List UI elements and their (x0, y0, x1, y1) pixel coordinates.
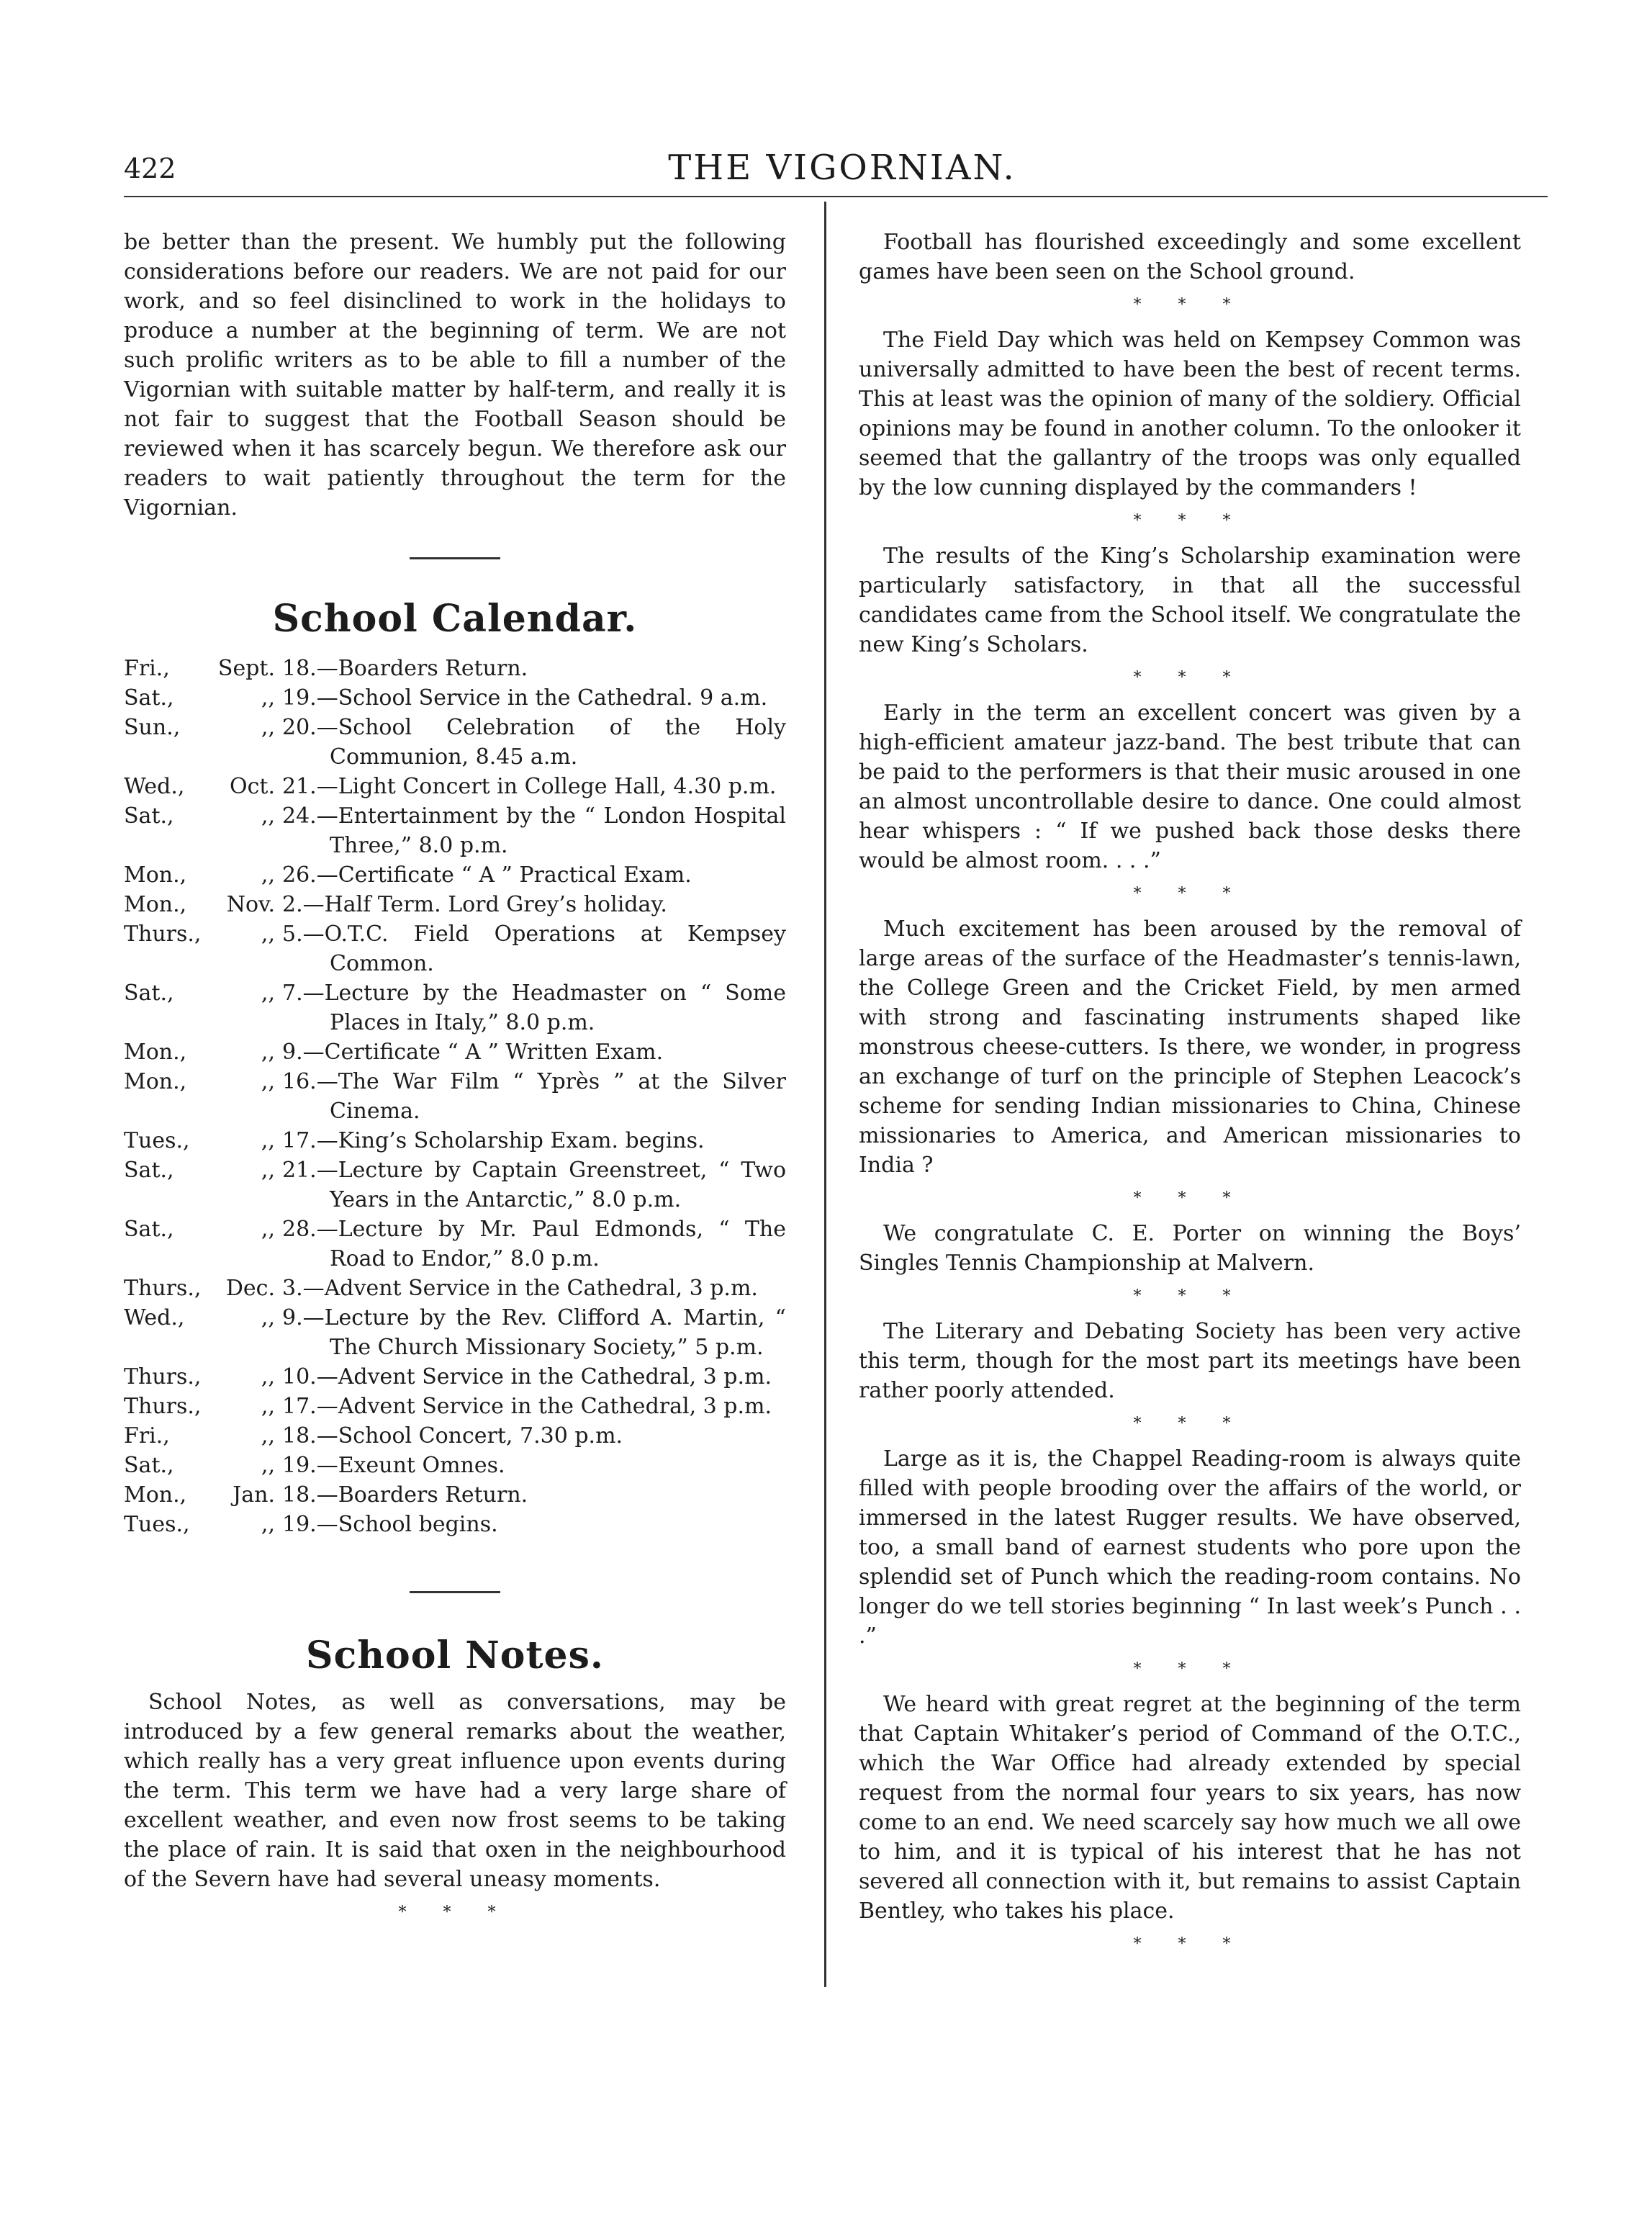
calendar-event: 19.—School begins. (282, 1512, 498, 1537)
separator-stars: * * * (1133, 296, 1247, 314)
calendar-month: ,, (261, 1040, 275, 1065)
calendar-month: Dec. (225, 1276, 275, 1301)
calendar-month: ,, (261, 1158, 275, 1183)
calendar-row (124, 919, 786, 978)
calendar-day: Mon., (124, 1482, 187, 1508)
calendar-day: Sat., (124, 981, 174, 1006)
calendar-day: Wed., (124, 774, 185, 799)
left-column (124, 227, 786, 1933)
calendar-day: Mon., (124, 1069, 187, 1094)
calendar-day: Fri., (124, 656, 170, 681)
note-paragraph: Early in the term an excellent concert was given by a high-efficient amateur jazz-band. The best tribute that can be paid to the performers is that their music aroused in one an almost uncontrollable desire to dance. One could almost hear whispers : “ If we pushed back those desks there would be almost room. . . .” (859, 700, 1521, 873)
calendar-day: Sat., (124, 1158, 174, 1183)
note-paragraph: The results of the King’s Scholarship examination were particularly satisfactory, in that all the successful candidates came from the School itself. We congratulate the new King’s Scholars. (859, 544, 1521, 657)
calendar-row (124, 860, 786, 890)
calendar-month: ,, (261, 1512, 275, 1537)
calendar-day: Thurs., (124, 1276, 202, 1301)
calendar-month: Nov. (226, 892, 275, 917)
calendar-day: Mon., (124, 1040, 187, 1065)
separator-stars: * * * (1133, 512, 1247, 530)
note-paragraph: We heard with great regret at the beginning of the term that Captain Whitaker’s period of Command of the O.T.C., which the War Office had already extended by special request from the normal four years to six years, has now come to an end. We need scarcely say how much we all owe to him, and it is typical of his interest that he has not severed all connection with it, but remains to assist Captain Bentley, who takes his place. (859, 1692, 1521, 1924)
intro-paragraph: be better than the present. We humbly put the following considerations before our readers. We are not paid for our work, and so feel disinclined to work in the holidays to produce a number at the beginning of term. We are not such prolific writers as to be able to fill a number of the Vigornian with suitable matter by half-term, and really it is not fair to suggest that the Football Season should be reviewed when it has scarcely begun. We therefore ask our readers to wait patiently throughout the term for the Vigornian. (124, 230, 786, 521)
calendar-row (124, 1037, 786, 1067)
calendar-heading: School Calendar. (272, 597, 638, 641)
calendar-row (124, 1421, 786, 1451)
calendar-month: ,, (261, 803, 275, 829)
calendar-month: Sept. (217, 656, 275, 681)
separator-stars: * * * (1133, 1189, 1247, 1207)
calendar-day: Sat., (124, 685, 174, 711)
calendar-event: 16.—The War Film “ Yprès ” at the Silver Cinema. (282, 1069, 786, 1124)
separator-stars: * * * (1133, 1935, 1247, 1953)
calendar-event: 9.—Certificate “ A ” Written Exam. (282, 1040, 664, 1065)
calendar-month: ,, (261, 1305, 275, 1330)
calendar-event: 5.—O.T.C. Field Operations at Kempsey Common. (282, 922, 786, 976)
calendar-month: ,, (261, 922, 275, 947)
separator-stars: * * * (1133, 1415, 1247, 1433)
calendar-row (124, 1451, 786, 1480)
calendar-row (124, 683, 786, 713)
calendar-row (124, 772, 786, 801)
calendar-row (124, 1392, 786, 1421)
separator-stars: * * * (1133, 885, 1247, 903)
calendar-row (124, 1480, 786, 1510)
calendar-row (124, 1510, 786, 1539)
separator-stars: * * * (1133, 1660, 1247, 1678)
calendar-day: Sat., (124, 803, 174, 829)
calendar-row (124, 978, 786, 1037)
calendar-event: 2.—Half Term. Lord Grey’s holiday. (282, 892, 667, 917)
calendar-row (124, 801, 786, 860)
calendar-day: Thurs., (124, 1394, 202, 1419)
calendar-event: 21.—Light Concert in College Hall, 4.30 p.m. (282, 774, 777, 799)
calendar-event: 17.—Advent Service in the Cathedral, 3 p.m. (282, 1394, 772, 1419)
calendar-month: ,, (261, 1394, 275, 1419)
calendar-month: Jan. (233, 1482, 275, 1508)
calendar-month: ,, (261, 685, 275, 711)
note-paragraph: Football has flourished exceedingly and some excellent games have been seen on the School ground. (859, 230, 1521, 284)
calendar-row (124, 654, 786, 683)
calendar-event: 26.—Certificate “ A ” Practical Exam. (282, 862, 692, 888)
calendar-day: Fri., (124, 1423, 170, 1449)
running-title: THE VIGORNIAN. (668, 148, 1016, 188)
calendar-day: Wed., (124, 1305, 185, 1330)
calendar-day: Mon., (124, 862, 187, 888)
calendar-month: Oct. (230, 774, 275, 799)
notes-heading: School Notes. (306, 1634, 604, 1677)
calendar-month: ,, (261, 1453, 275, 1478)
calendar-month: ,, (261, 1069, 275, 1094)
calendar-event: 18.—Boarders Return. (282, 1482, 528, 1508)
calendar-event: 9.—Lecture by the Rev. Clifford A. Martin, “ The Church Missionary Society,” 5 p.m. (282, 1305, 786, 1360)
calendar-day: Thurs., (124, 922, 202, 947)
calendar-day: Sat., (124, 1453, 174, 1478)
calendar-month: ,, (261, 1423, 275, 1449)
calendar-row (124, 1215, 786, 1274)
calendar-row (124, 1067, 786, 1126)
calendar-month: ,, (261, 1217, 275, 1242)
note-paragraph: The Literary and Debating Society has been very active this term, though for the most part its meetings have been rather poorly attended. (859, 1319, 1521, 1403)
calendar-day: Sun., (124, 715, 181, 740)
calendar-event: 7.—Lecture by the Headmaster on “ Some Places in Italy,” 8.0 p.m. (282, 981, 786, 1035)
calendar-month: ,, (261, 715, 275, 740)
calendar-row (124, 890, 786, 919)
calendar-event: 24.—Entertainment by the “ London Hospital Three,” 8.0 p.m. (282, 803, 786, 858)
calendar-day: Tues., (124, 1128, 190, 1153)
calendar-day: Sat., (124, 1217, 174, 1242)
calendar-row (124, 713, 786, 772)
calendar-event: 17.—King’s Scholarship Exam. begins. (282, 1128, 705, 1153)
note-paragraph: Large as it is, the Chappel Reading-room is always quite filled with people brooding over the affairs of the world, or immersed in the latest Rugger results. We have observed, too, a small band of earnest students who pore upon the splendid set of Punch which the reading-room contains. No longer do we tell stories beginning “ In last week’s Punch . . .” (859, 1446, 1521, 1649)
column-divider (824, 202, 826, 1987)
calendar-month: ,, (261, 1128, 275, 1153)
calendar-row (124, 1274, 786, 1303)
calendar-event: 10.—Advent Service in the Cathedral, 3 p.m. (282, 1364, 772, 1389)
calendar-event: 28.—Lecture by Mr. Paul Edmonds, “ The Road to Endor,” 8.0 p.m. (282, 1217, 786, 1271)
calendar-event: 18.—School Concert, 7.30 p.m. (282, 1423, 623, 1449)
calendar-event: 21.—Lecture by Captain Greenstreet, “ Two Years in the Antarctic,” 8.0 p.m. (282, 1158, 786, 1212)
calendar-event: 18.—Boarders Return. (282, 656, 528, 681)
separator-stars: * * * (398, 1904, 512, 1922)
calendar-event: 19.—Exeunt Omnes. (282, 1453, 505, 1478)
notes-intro-paragraph: School Notes, as well as conversations, may be introduced by a few general remarks about the weather, which really has a very great influence upon events during the term. This term we have had a very large share of excellent weather, and even now frost seems to be taking the place of rain. It is said that oxen in the neighbourhood of the Severn have had several uneasy moments. (124, 1690, 786, 1892)
note-paragraph: The Field Day which was held on Kempsey Common was universally admitted to have been the best of recent terms. This at least was the opinion of many of the soldiery. Official opinions may be found in another column. To the onlooker it seemed that the gallantry of the troops was only equalled by the low cunning displayed by the commanders ! (859, 328, 1521, 500)
right-column (859, 227, 1521, 1965)
note-paragraph: We congratulate C. E. Porter on winning the Boys’ Singles Tennis Championship at Malvern. (859, 1221, 1521, 1276)
note-paragraph: Much excitement has been aroused by the removal of large areas of the surface of the Headmaster’s tennis-lawn, the College Green and the Cricket Field, by men armed with strong and fascinating instruments shaped like monstrous cheese-cutters. Is there, we wonder, in progress an exchange of turf on the principle of Stephen Leacock’s scheme for sending Indian missionaries to China, Chinese missionaries to America, and American missionaries to India ? (859, 916, 1521, 1178)
calendar-event: 3.—Advent Service in the Cathedral, 3 p.m. (282, 1276, 758, 1301)
header-rule (124, 196, 1548, 197)
calendar-month: ,, (261, 981, 275, 1006)
calendar-day: Thurs., (124, 1364, 202, 1389)
calendar-month: ,, (261, 1364, 275, 1389)
calendar-day: Tues., (124, 1512, 190, 1537)
separator-stars: * * * (1133, 669, 1247, 687)
calendar-event: 19.—School Service in the Cathedral. 9 a.m. (282, 685, 768, 711)
calendar-row (124, 1155, 786, 1215)
calendar-row (124, 1126, 786, 1155)
calendar-month: ,, (261, 862, 275, 888)
calendar-event: 20.—School Celebration of the Holy Communion, 8.45 a.m. (282, 715, 786, 770)
calendar-table (124, 654, 786, 1539)
calendar-row (124, 1303, 786, 1362)
calendar-row (124, 1362, 786, 1392)
separator-stars: * * * (1133, 1287, 1247, 1305)
page-number: 422 (124, 153, 176, 184)
calendar-day: Mon., (124, 892, 187, 917)
